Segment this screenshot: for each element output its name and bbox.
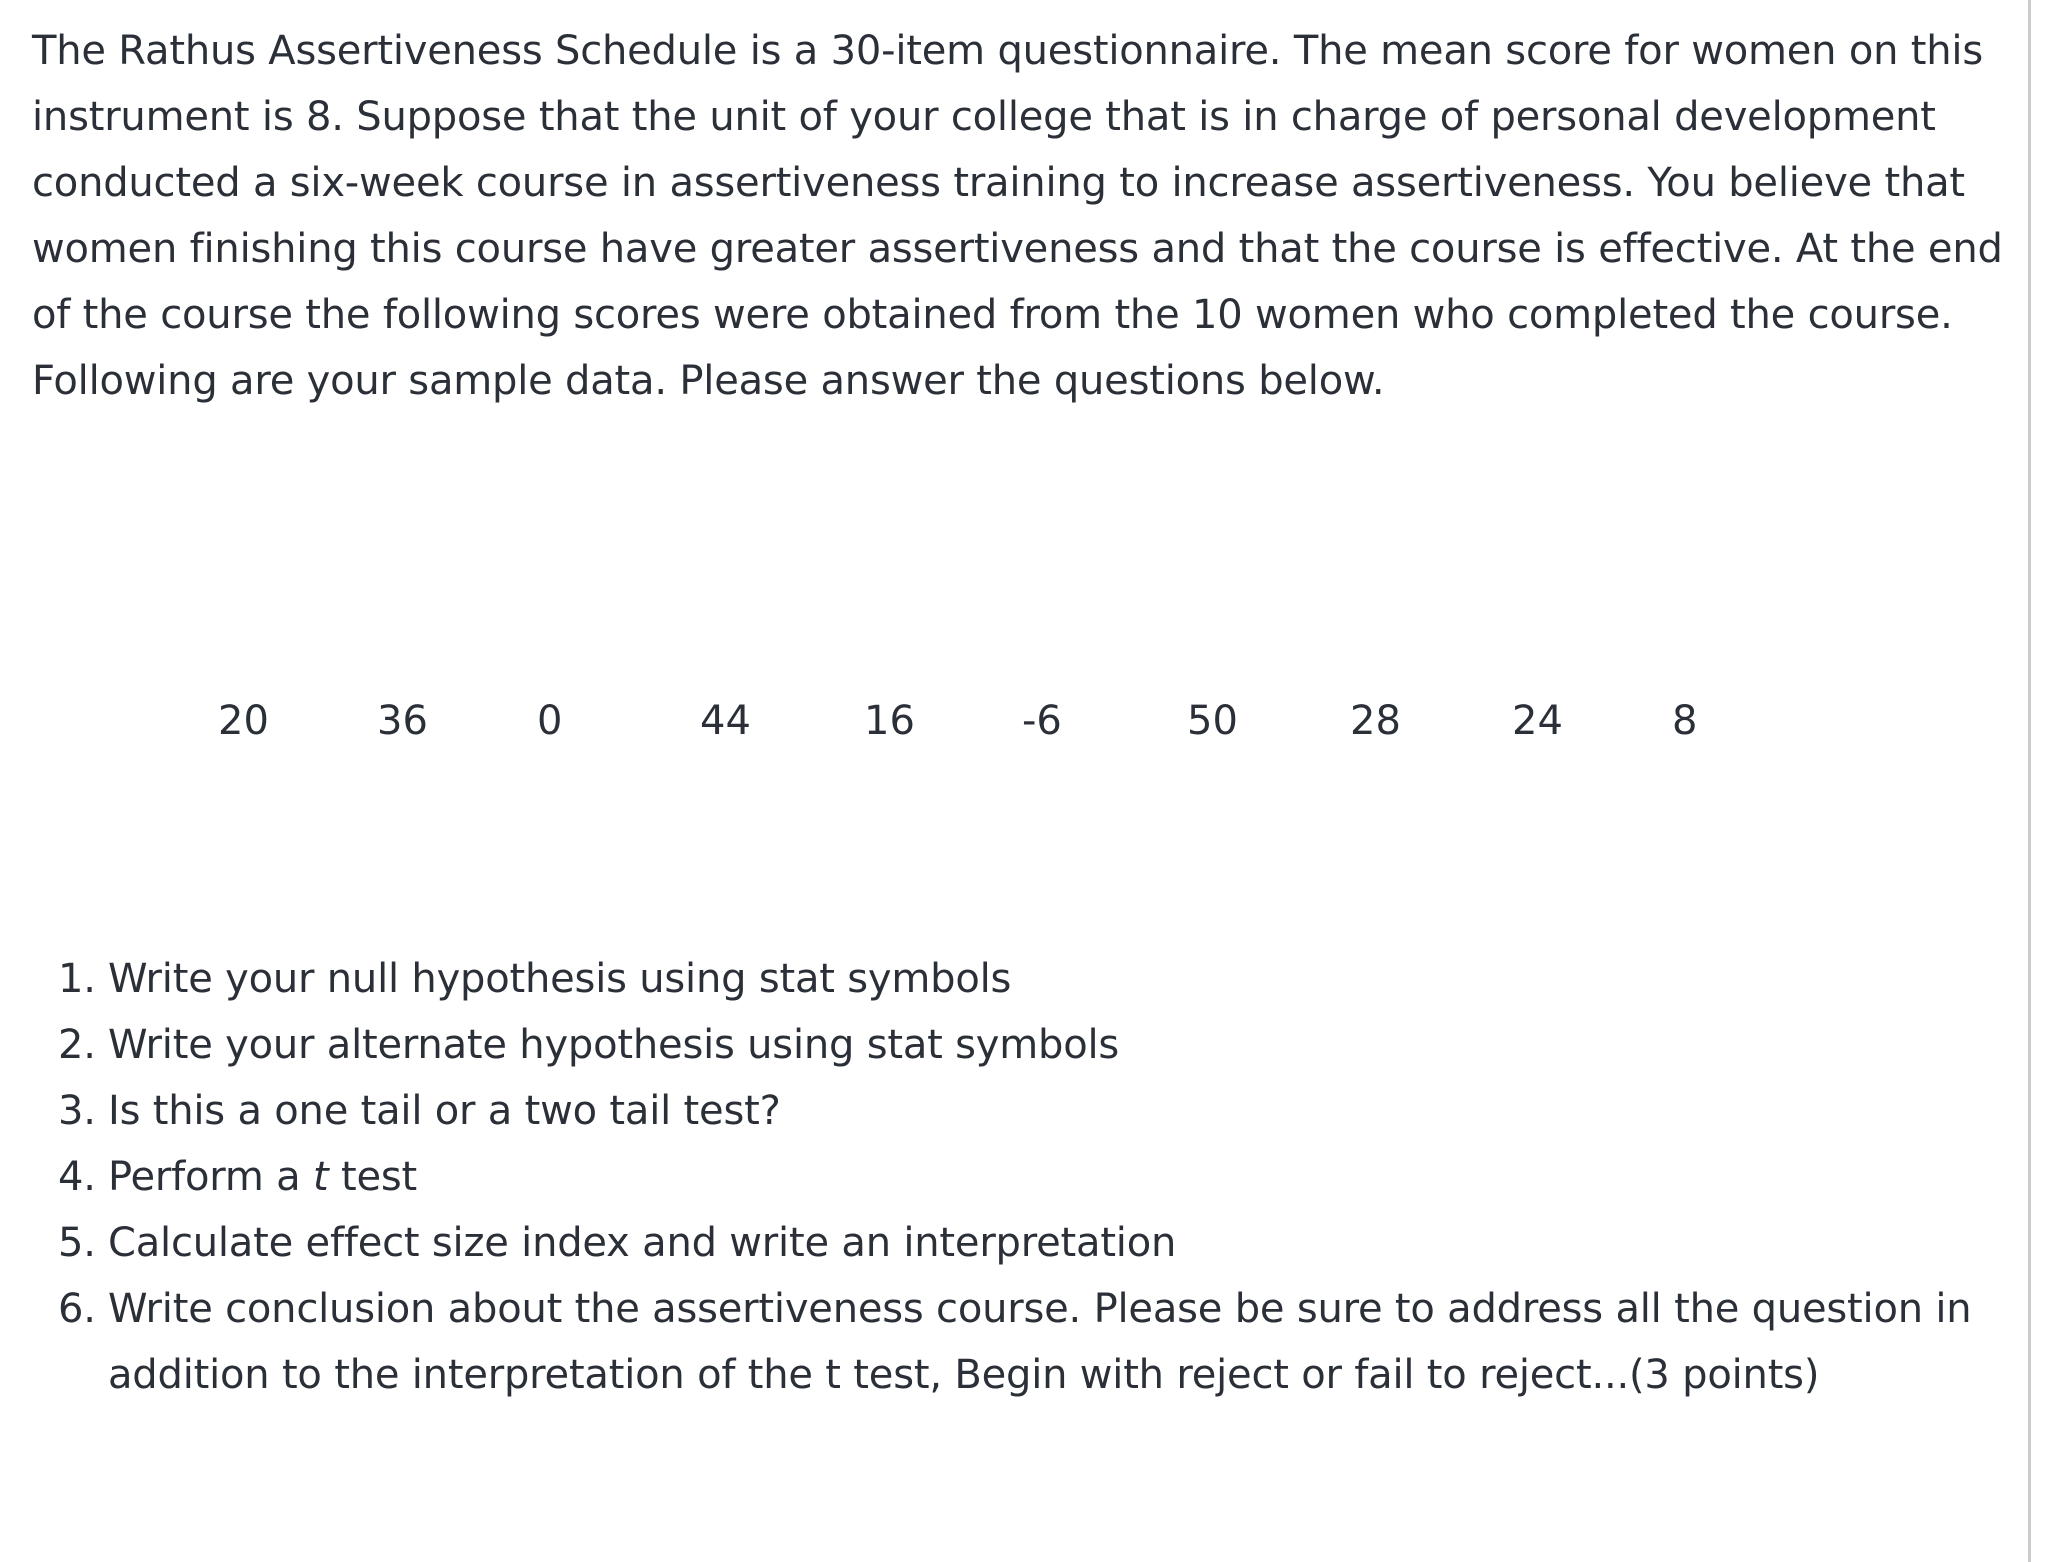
score-value: 16 <box>864 698 915 744</box>
question-text: Is this a one tail or a two tail test? <box>108 1088 781 1134</box>
question-item <box>58 1210 2008 1276</box>
question-number: 6. <box>58 1286 96 1332</box>
question-list <box>58 946 2008 1408</box>
question-text-after: test <box>328 1154 417 1200</box>
question-number: 3. <box>58 1088 96 1134</box>
score-value: 20 <box>218 698 269 744</box>
question-number: 5. <box>58 1220 96 1266</box>
score-value: 36 <box>377 698 428 744</box>
question-text-before: Perform a <box>108 1154 313 1200</box>
page-right-border <box>2028 0 2031 1562</box>
question-text <box>108 1144 2008 1210</box>
question-text: Write your alternate hypothesis using stat symbols <box>108 1022 1120 1068</box>
question-text: Write your null hypothesis using stat symbols <box>108 956 1012 1002</box>
problem-statement: The Rathus Assertiveness Schedule is a 30-item questionnaire. The mean score for women on this instrument is 8. Suppose that the unit of your college that is in charge of personal development conducted a six-week course in assertiveness training to increase assertiveness. You believe that women finishing this course have greater assertiveness and that the course is effective. At the end of the course the following scores were obtained from the 10 women who completed the course. Following are your sample data. Please answer the questions below. <box>32 28 2003 404</box>
score-value: 8 <box>1672 698 1698 744</box>
question-item <box>58 1276 2008 1408</box>
score-value: 50 <box>1187 698 1238 744</box>
score-value: 28 <box>1350 698 1401 744</box>
question-item <box>58 1144 2008 1210</box>
score-value: 24 <box>1512 698 1563 744</box>
question-number: 4. <box>58 1154 96 1200</box>
score-value: 44 <box>700 698 751 744</box>
sample-data-row <box>0 698 2000 758</box>
t-symbol: t <box>312 1154 329 1200</box>
score-value: -6 <box>1022 698 1062 744</box>
question-item <box>58 1012 2008 1078</box>
score-value: 0 <box>537 698 563 744</box>
question-number: 1. <box>58 956 96 1002</box>
question-text: Write conclusion about the assertiveness course. Please be sure to address all the question in addition to the interpretation of the t test, Begin with reject or fail to reject...(3 points) <box>108 1286 1972 1398</box>
question-number: 2. <box>58 1022 96 1068</box>
question-text: Calculate effect size index and write an interpretation <box>108 1220 1177 1266</box>
question-item <box>58 946 2008 1012</box>
question-item <box>58 1078 2008 1144</box>
